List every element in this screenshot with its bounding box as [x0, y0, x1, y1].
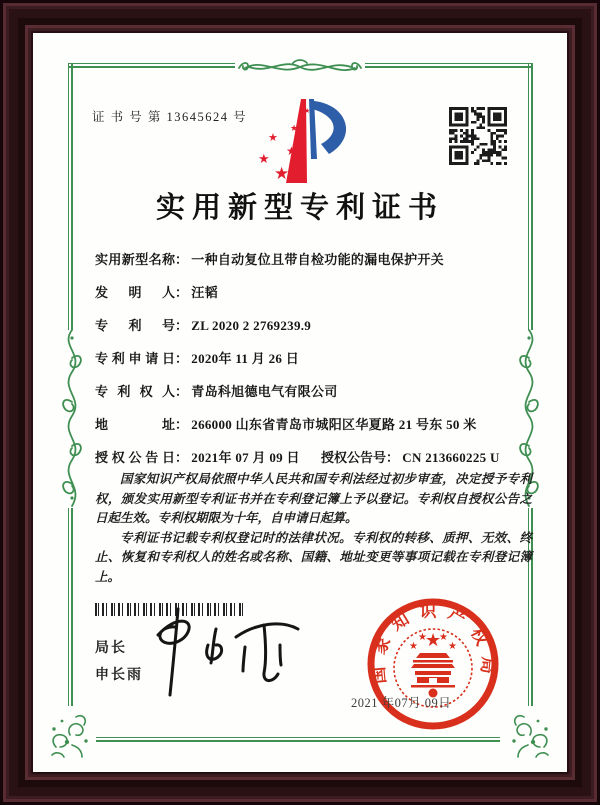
certificate-title: 实用新型专利证书	[155, 192, 444, 224]
qr-code	[449, 107, 507, 165]
field-label: 地址	[95, 417, 175, 432]
field-row-inventor: 发明人： 汪韬	[95, 285, 218, 300]
svg-text:★: ★	[409, 641, 418, 652]
bottom-right-floral-ornament	[510, 711, 554, 759]
utility-model-name: 一种自动复位且带自检功能的漏电保护开关	[191, 252, 444, 267]
filing-date: 2020年 11 月 26 日	[191, 351, 300, 366]
svg-text:★: ★	[448, 641, 457, 652]
svg-text:★: ★	[418, 632, 427, 643]
svg-text:★: ★	[290, 124, 299, 134]
svg-text:★: ★	[268, 131, 278, 144]
svg-text:★: ★	[258, 152, 270, 167]
cnipa-logo-icon	[250, 95, 356, 191]
certificate-fields	[95, 250, 536, 481]
grant-number: CN 213660225 U	[402, 450, 500, 465]
field-row-name: 实用新型名称： 一种自动复位且带自检功能的漏电保护开关	[95, 252, 444, 267]
legal-paragraph-2: 专利证书记载专利权登记时的法律状况。专利权的转移、质押、无效、终止、恢复和专利权人的姓名或名称、国籍、地址变更等事项记载在专利登记簿上。	[95, 530, 532, 584]
field-label: 实用新型名称	[95, 252, 175, 267]
svg-text:★: ★	[304, 107, 311, 115]
svg-text:★: ★	[425, 630, 442, 651]
field-label: 专利号	[95, 318, 175, 333]
svg-text:★: ★	[274, 164, 290, 184]
field-label: 专利申请日	[95, 351, 175, 366]
grant-date: 2021年 07 月 09 日	[191, 450, 300, 465]
border-top-right-segment	[365, 63, 532, 68]
field-row-filing-date: 专利申请日： 2020年 11 月 26 日	[95, 351, 300, 366]
signer-title: 局长	[95, 639, 127, 655]
cnipa-official-seal	[365, 596, 501, 732]
border-left-bottom-segment	[68, 508, 73, 706]
top-flourish-ornament	[235, 54, 365, 80]
field-label: 发明人	[95, 285, 175, 300]
field-row-patentee: 专利权人： 青岛科旭德电气有限公司	[95, 384, 338, 399]
left-scroll-ornament	[50, 328, 94, 510]
border-bottom-segment	[96, 737, 500, 742]
svg-text:★: ★	[439, 632, 448, 643]
seal-date: 2021 年07月 09日	[351, 696, 452, 710]
field-label: 授权公告号	[321, 450, 387, 465]
legal-paragraph-1: 国家知识产权局依照中华人民共和国专利法经过初步审查，决定授予专利权，颁发实用新型专利证书并在专利登记簿上予以登记。专利权自授权公告之日起生效。专利权期限为十年，自申请日起算。	[95, 472, 532, 525]
field-row-grant: 授权公告日： 2021年 07 月 09 日 授权公告号： CN 213660225 U	[95, 450, 500, 465]
bottom-left-floral-ornament	[46, 711, 90, 759]
patentee-address: 266000 山东省青岛市城阳区华夏路 21 号东 50 米	[191, 417, 477, 432]
field-row-patent-no: 专利号： ZL 2020 2 2769239.9	[95, 318, 312, 333]
certificate-number: 证 书 号 第 13645624 号	[92, 110, 248, 124]
field-label: 授权公告日	[95, 450, 175, 465]
field-row-address: 地址： 266000 山东省青岛市城阳区华夏路 21 号东 50 米	[95, 417, 477, 432]
patent-number: ZL 2020 2 2769239.9	[191, 318, 312, 333]
patentee-name: 青岛科旭德电气有限公司	[191, 384, 338, 399]
inventor-name: 汪韬	[191, 285, 218, 300]
seal-text: 国家知识产权局	[368, 601, 498, 685]
signer-name: 申长雨	[95, 666, 143, 682]
legal-text	[95, 470, 532, 587]
director-signature	[130, 603, 310, 703]
svg-text:★: ★	[286, 144, 297, 158]
field-grant-no: 授权公告号： CN 213660225 U	[321, 450, 500, 465]
field-label: 专利权人	[95, 384, 175, 399]
border-top-left-segment	[68, 63, 235, 68]
